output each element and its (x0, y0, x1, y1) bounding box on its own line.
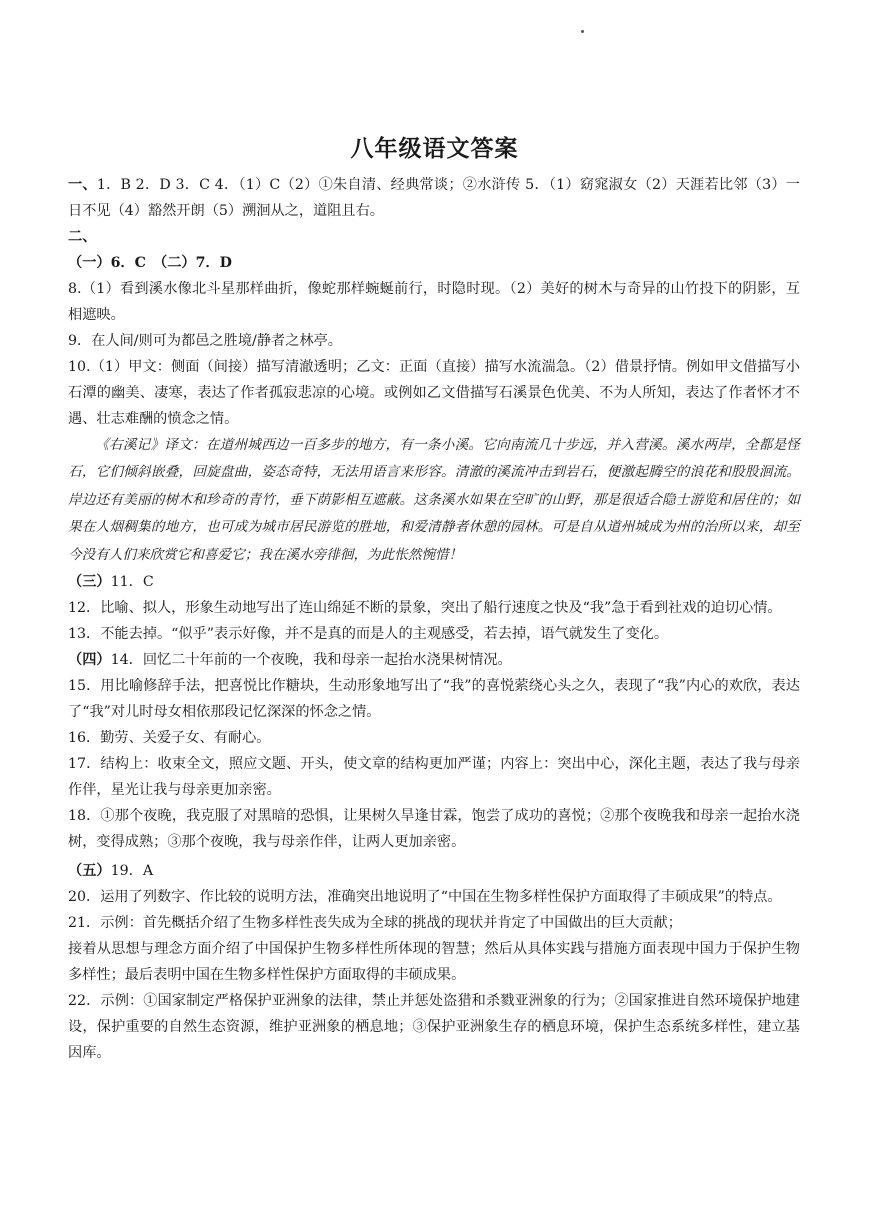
translation-paragraph: 《右溪记》译文：在道州城西边一百多步的地方，有一条小溪。它向南流几十步远，并入营溪。溪水两岸，全都是怪石，它们倾斜嵌叠，回旋盘曲，姿态奇特，无法用语言来形容。清澈的溪流冲击到岩石，便激起腾空的浪花和股股洄流。岸边还有美丽的树木和珍奇的青竹，垂下荫影相互遮蔽。这条溪水如果在空旷的山野，那是很适合隐士游览和居住的；如果在人烟稠集的地方，也可成为城市居民游览的胜地，和爱清静者休憩的园林。可是自从道州城成为州的治所以来，却至今没有人们来欣赏它和喜爱它；我在溪水旁徘徊，为此怅然惋惜！ (68, 437, 800, 563)
part1-heading: 一、 (68, 177, 97, 193)
part1-answers (68, 172, 800, 224)
part1-text: 1．B 2．D 3．C 4．（1）C（2）①朱自清、经典常谈；②水浒传 5．（1）窈窕淑女（2）天涯若比邻（3）一日不见（4）豁然开朗（5）溯洄从之，道阻且右。 (68, 177, 800, 219)
answer-20: 20．运用了列数字、作比较的说明方法，准确突出地说明了“中国在生物多样性保护方面取得了丰硕成果”的特点。 (68, 889, 782, 906)
answer-22: 22．示例：①国家制定严格保护亚洲象的法律，禁止并惩处盗猎和杀戮亚洲象的行为；②国家推进自然环境保护地建设，保护重要的自然生态资源，维护亚洲象的栖息地；③保护亚洲象生存的栖息环境，保护生态系统多样性，建立基因库。 (68, 993, 800, 1062)
answer-content (68, 172, 800, 1066)
answer-12: 12．比喻、拟人，形象生动地写出了连山绵延不断的景象，突出了船行速度之快及“我”急于看到社戏的迫切心情。 (68, 600, 782, 617)
sub-section-3-label: （三） (68, 574, 111, 591)
answer-9: 9．在人间/则可为都邑之胜境/静者之林亭。 (68, 333, 342, 349)
sub-section-4-label: （四） (68, 652, 111, 669)
answer-16: 16．勤劳、关爱子女、有耐心。 (68, 730, 271, 747)
answer-14: 14．回忆二十年前的一个夜晚，我和母亲一起抬水浇果树情况。 (110, 652, 512, 669)
answer-11: 11．C (110, 574, 154, 591)
sub-section-3 (68, 569, 800, 595)
page-title: 八年级语文答案 (350, 135, 519, 162)
answer-15: 15．用比喻修辞手法，把喜悦比作糖块，生动形象地写出了“我”的喜悦萦绕心头之久，表现了“我”内心的欢欣，表达了“我”对儿时母女相依那段记忆深深的怀念之情。 (68, 678, 800, 721)
answer-10: 10.（1）甲文：侧面（间接）描写清澈透明；乙文：正面（直接）描写水流湍急。（2）借景抒情。例如甲文借描写小石潭的幽美、凄寒，表达了作者孤寂悲凉的心境。或例如乙文借描写石溪景色优美、不为人所知，表达了作者怀才不遇、壮志难酬的愤念之情。 (68, 359, 800, 427)
answer-21-first: 21．示例：首先概括介绍了生物多样性丧失成为全球的挑战的现状并肯定了中国做出的巨大贡献； (68, 915, 682, 932)
sub-section-4 (68, 647, 800, 673)
sub-section-5-label: （五） (68, 863, 111, 880)
answer-21-second: 接着从思想与理念方面介绍了中国保护生物多样性所体现的智慧；然后从具体实践与措施方面表现中国力于保护生物多样性；最后表明中国在生物多样性保护方面取得的丰硕成果。 (68, 941, 800, 984)
sub-section-5 (68, 858, 800, 884)
answer-17: 17．结构上：收束全文，照应文题、开头，使文章的结构更加严谨；内容上：突出中心，深化主题，表达了我与母亲作伴，星光让我与母亲更加亲密。 (68, 756, 800, 799)
part2-heading: 二、 (68, 229, 97, 245)
sub-section-1-2: （一）6．C （二）7．D (68, 255, 232, 271)
answer-19: 19．A (110, 863, 154, 880)
scan-dot (581, 30, 584, 33)
answer-13: 13．不能去掉。“似乎”表示好像，并不是真的而是人的主观感受，若去掉，语气就发生了变化。 (68, 626, 669, 643)
answer-18: 18．①那个夜晚，我克服了对黑暗的恐惧，让果树久旱逢甘霖，饱尝了成功的喜悦；②那个夜晚我和母亲一起抬水浇树，变得成熟；③那个夜晚，我与母亲作伴，让两人更加亲密。 (68, 808, 800, 851)
answer-8: 8.（1）看到溪水像北斗星那样曲折，像蛇那样蜿蜒前行，时隐时现。（2）美好的树木与奇异的山竹投下的阴影，互相遮映。 (68, 281, 800, 323)
